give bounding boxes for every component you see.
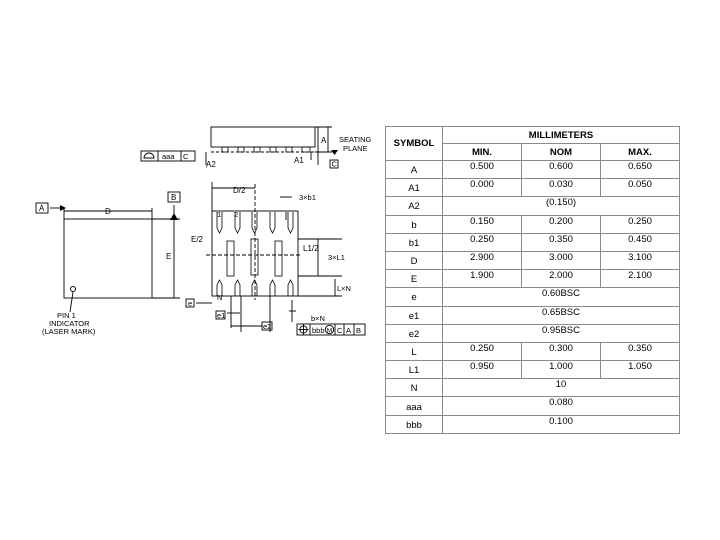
datum-b-letter: B xyxy=(171,193,177,202)
symbol-cell: b1 xyxy=(386,233,443,251)
pin1-label-line2: INDICATOR xyxy=(49,319,90,328)
dim-e-half-label: E/2 xyxy=(191,235,204,244)
merged-value-cell: 10 xyxy=(443,379,680,397)
side-view-body xyxy=(211,127,315,147)
dim-3xb1-label: 3×b1 xyxy=(299,193,316,202)
max-value-cell: 0.650 xyxy=(601,161,680,179)
symbol-cell: A xyxy=(386,161,443,179)
table-row xyxy=(386,379,680,397)
symbol-header: SYMBOL xyxy=(386,127,443,161)
dim-a2-label: A2 xyxy=(206,160,216,169)
dim-3xl1-label: 3×L1 xyxy=(328,253,345,262)
nom-value-cell: 1.000 xyxy=(522,361,601,379)
side-view-leads xyxy=(222,147,310,152)
max-value-cell: 1.050 xyxy=(601,361,680,379)
symbol-cell: E xyxy=(386,270,443,288)
table-row xyxy=(386,397,680,415)
table-row xyxy=(386,161,680,179)
symbol-cell: e xyxy=(386,288,443,306)
max-value-cell: 2.100 xyxy=(601,270,680,288)
max-value-cell: 0.450 xyxy=(601,233,680,251)
table-row xyxy=(386,251,680,269)
min-value-cell: 2.900 xyxy=(443,251,522,269)
max-value-cell: 0.250 xyxy=(601,215,680,233)
symbol-cell: D xyxy=(386,251,443,269)
symbol-cell: L1 xyxy=(386,361,443,379)
merged-value-cell: (0.150) xyxy=(443,197,680,215)
table-row xyxy=(386,415,680,433)
symbol-cell: e1 xyxy=(386,306,443,324)
symbol-cell: b xyxy=(386,215,443,233)
symbol-cell: bbb xyxy=(386,415,443,433)
pin1-label-line3: (LASER MARK) xyxy=(42,327,96,336)
dim-l1-half-label: L1/2 xyxy=(303,244,319,253)
merged-value-cell: 0.95BSC xyxy=(443,324,680,342)
flatness-symbol-icon xyxy=(144,153,154,158)
nom-value-cell: 0.030 xyxy=(522,179,601,197)
top-view-body xyxy=(64,219,152,298)
millimeters-header: MILLIMETERS xyxy=(443,127,680,144)
nom-value-cell: 3.000 xyxy=(522,251,601,269)
min-value-cell: 0.150 xyxy=(443,215,522,233)
table-row xyxy=(386,342,680,360)
table-row xyxy=(386,215,680,233)
table-row xyxy=(386,270,680,288)
bottom-view-center-pads xyxy=(227,239,282,276)
dim-a1-label: A1 xyxy=(294,156,304,165)
merged-value-cell: 0.60BSC xyxy=(443,288,680,306)
dim-bxn-label: b×N xyxy=(311,314,325,323)
min-value-cell: 0.250 xyxy=(443,342,522,360)
merged-value-cell: 0.080 xyxy=(443,397,680,415)
dimension-table-body xyxy=(386,161,680,434)
position-datum-1: C xyxy=(337,326,343,335)
position-datum-2: A xyxy=(346,326,352,335)
merged-value-cell: 0.65BSC xyxy=(443,306,680,324)
symbol-cell: N xyxy=(386,379,443,397)
min-value-cell: 0.950 xyxy=(443,361,522,379)
dim-lxn-label: L×N xyxy=(337,284,351,293)
nom-value-cell: 0.200 xyxy=(522,215,601,233)
pitch-e2-label: e2 xyxy=(263,322,272,331)
table-row xyxy=(386,288,680,306)
nom-value-cell: 0.350 xyxy=(522,233,601,251)
min-value-cell: 0.000 xyxy=(443,179,522,197)
nom-header: NOM xyxy=(522,144,601,161)
symbol-cell: aaa xyxy=(386,397,443,415)
merged-value-cell: 0.100 xyxy=(443,415,680,433)
table-row xyxy=(386,324,680,342)
min-header: MIN. xyxy=(443,144,522,161)
pin1-label-line1: PIN 1 xyxy=(57,311,76,320)
max-value-cell: 0.050 xyxy=(601,179,680,197)
mmc-modifier-letter: M xyxy=(326,327,333,335)
symbol-cell: A2 xyxy=(386,197,443,215)
nom-value-cell: 0.300 xyxy=(522,342,601,360)
pin1-indicator-dot xyxy=(70,286,75,291)
seating-plane-label: SEATING xyxy=(339,135,372,144)
dimension-table xyxy=(385,126,680,434)
side-view xyxy=(206,127,338,165)
flatness-tolerance: aaa xyxy=(162,152,175,161)
flatness-datum: C xyxy=(183,152,189,161)
symbol-cell: e2 xyxy=(386,324,443,342)
table-row xyxy=(386,306,680,324)
pin-n-label: N xyxy=(217,293,223,302)
table-row xyxy=(386,179,680,197)
max-header: MAX. xyxy=(601,144,680,161)
max-value-cell: 0.350 xyxy=(601,342,680,360)
table-row xyxy=(386,233,680,251)
pin-2-label: 2 xyxy=(234,210,239,219)
table-row xyxy=(386,361,680,379)
dim-a-label: A xyxy=(321,136,327,145)
pitch-e-label: e xyxy=(188,299,193,308)
pin-1-label: 1 xyxy=(217,210,222,219)
datum-c-letter: C xyxy=(331,159,337,169)
dim-d-half-label: D/2 xyxy=(233,186,246,195)
position-datum-3: B xyxy=(356,326,362,335)
min-value-cell: 0.250 xyxy=(443,233,522,251)
min-value-cell: 0.500 xyxy=(443,161,522,179)
seating-plane-label-2: PLANE xyxy=(343,144,368,153)
max-value-cell: 3.100 xyxy=(601,251,680,269)
dim-d-label: D xyxy=(105,207,111,216)
symbol-cell: A1 xyxy=(386,179,443,197)
min-value-cell: 1.900 xyxy=(443,270,522,288)
dim-e-label: E xyxy=(166,252,172,261)
nom-value-cell: 2.000 xyxy=(522,270,601,288)
position-tolerance: bbb xyxy=(312,326,325,335)
nom-value-cell: 0.600 xyxy=(522,161,601,179)
pitch-e1-label: e1 xyxy=(217,311,226,320)
datum-a-letter: A xyxy=(39,204,45,213)
table-row xyxy=(386,197,680,215)
symbol-cell: L xyxy=(386,342,443,360)
